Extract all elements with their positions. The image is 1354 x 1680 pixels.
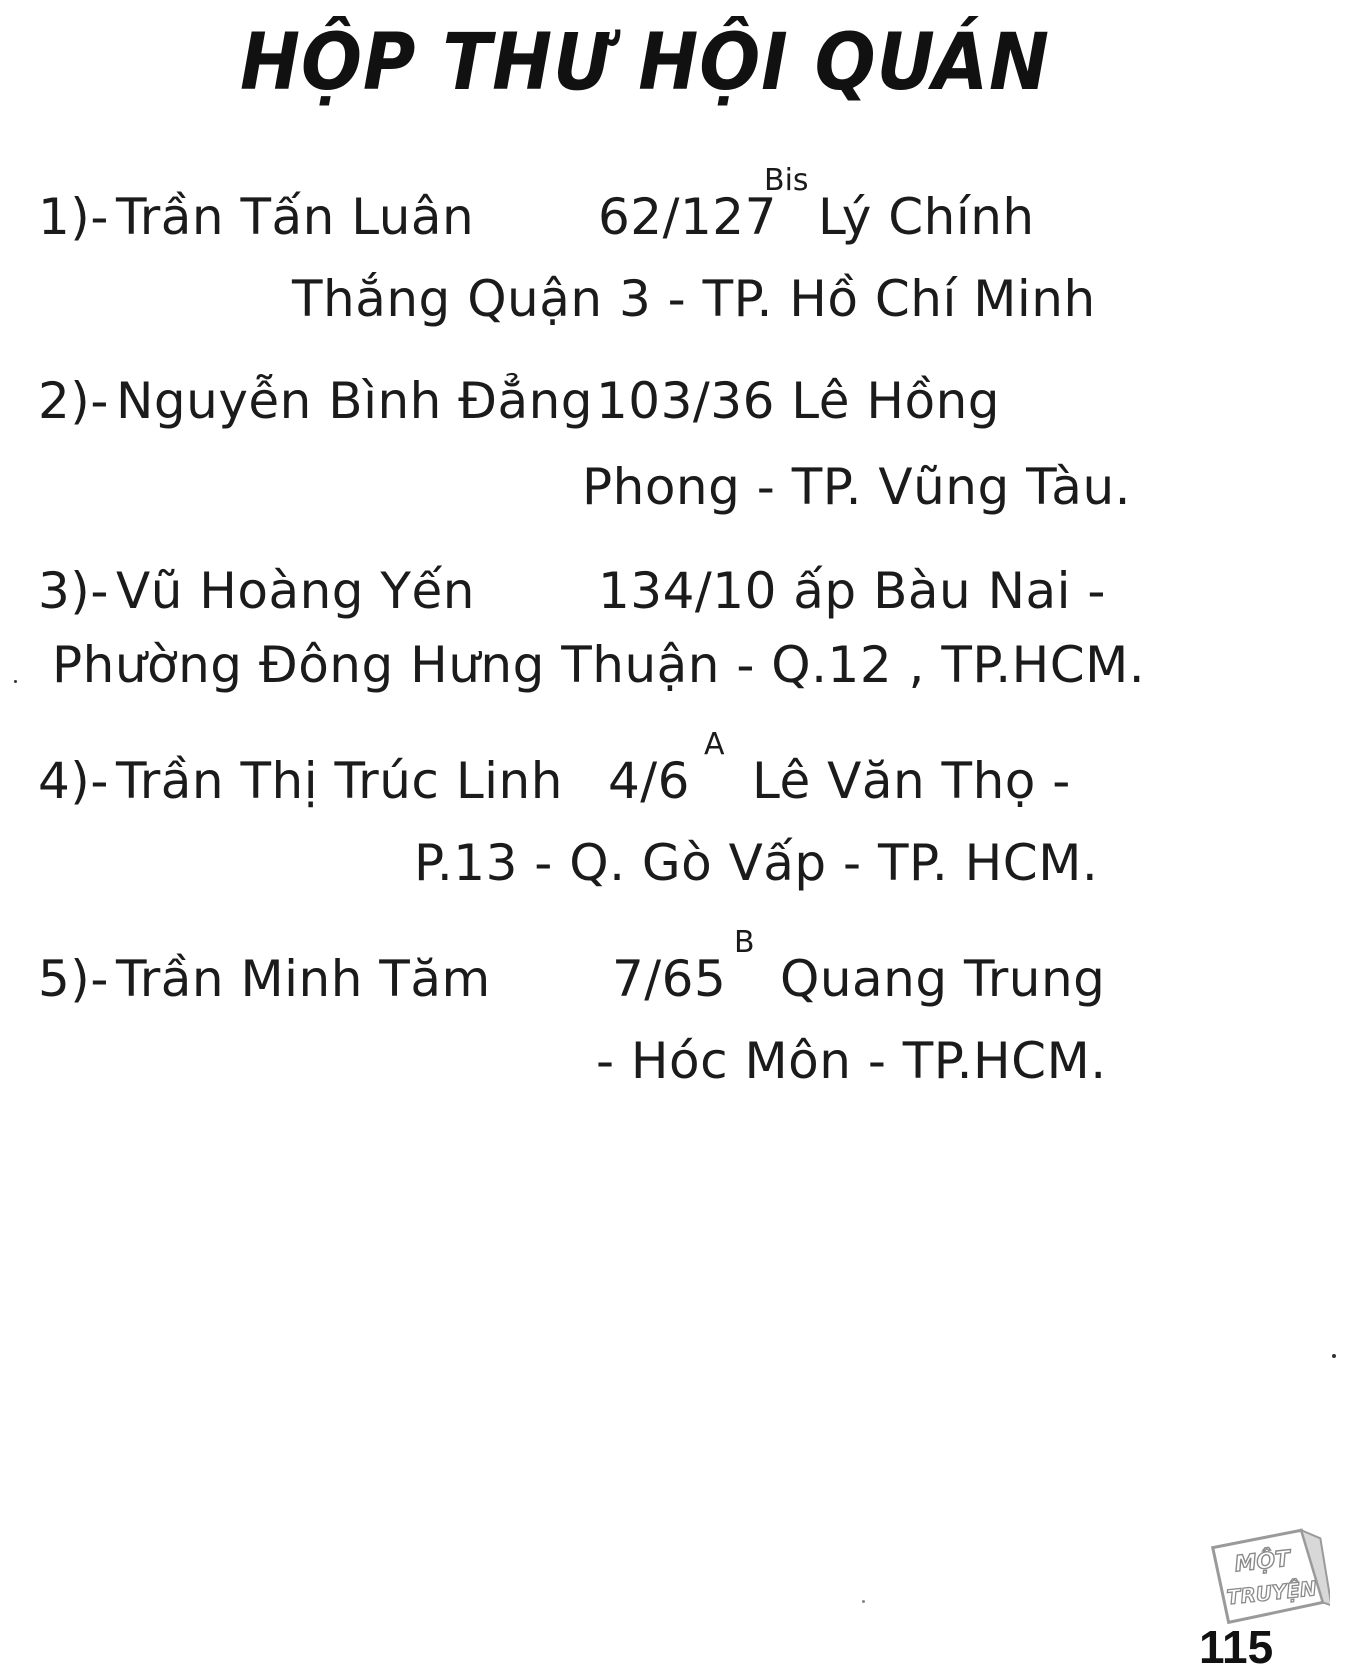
watermark-text: MỘT [1233, 1546, 1292, 1578]
entry-address: 134/10 ấp Bàu Nai - [598, 562, 1106, 620]
entry-number: 3)- [38, 562, 109, 620]
page-title: HỘP THƯ HỘI QUÁN [240, 18, 1051, 108]
scan-speck [1332, 1354, 1336, 1358]
entry-address-line2: - Hóc Môn - TP.HCM. [596, 1032, 1107, 1090]
entry-name: Trần Minh Tăm [116, 950, 491, 1008]
entry-number: 5)- [38, 950, 109, 1008]
entry-number: 1)- [38, 188, 109, 246]
entry-address: Quang Trung [780, 950, 1106, 1008]
entry-address: 103/36 Lê Hồng [596, 372, 1001, 430]
entry-address: Lý Chính [818, 188, 1035, 246]
entry-name: Nguyễn Bình Đẳng [116, 372, 594, 430]
scan-speck [14, 680, 17, 683]
page-number: 115 [1199, 1621, 1274, 1673]
entry-address: Lê Văn Thọ - [752, 752, 1071, 810]
entry-name: Vũ Hoàng Yến [116, 562, 475, 620]
entry-name: Trần Tấn Luân [116, 188, 475, 246]
entry-name: Trần Thị Trúc Linh [116, 752, 563, 810]
entry-address-line2: Phong - TP. Vũng Tàu. [582, 458, 1132, 516]
address-superscript: Bis [764, 163, 809, 198]
entry-number: 4)- [38, 752, 109, 810]
entry-address: 4/6 [608, 752, 690, 810]
entry-number: 2)- [38, 372, 109, 430]
watermark-logo [1206, 1528, 1330, 1624]
watermark-text: TRUYỆN [1225, 1576, 1318, 1610]
entry-address-line2: Thắng Quận 3 - TP. Hồ Chí Minh [292, 270, 1096, 328]
entry-address: 62/127 [598, 188, 777, 246]
entry-address: 7/65 [612, 950, 727, 1008]
entry-address-line2: Phường Đông Hưng Thuận - Q.12 , TP.HCM. [52, 636, 1146, 694]
address-superscript: A [704, 727, 725, 762]
address-superscript: B [734, 925, 755, 960]
entry-address-line2: P.13 - Q. Gò Vấp - TP. HCM. [414, 834, 1099, 892]
scan-speck [862, 1600, 865, 1603]
